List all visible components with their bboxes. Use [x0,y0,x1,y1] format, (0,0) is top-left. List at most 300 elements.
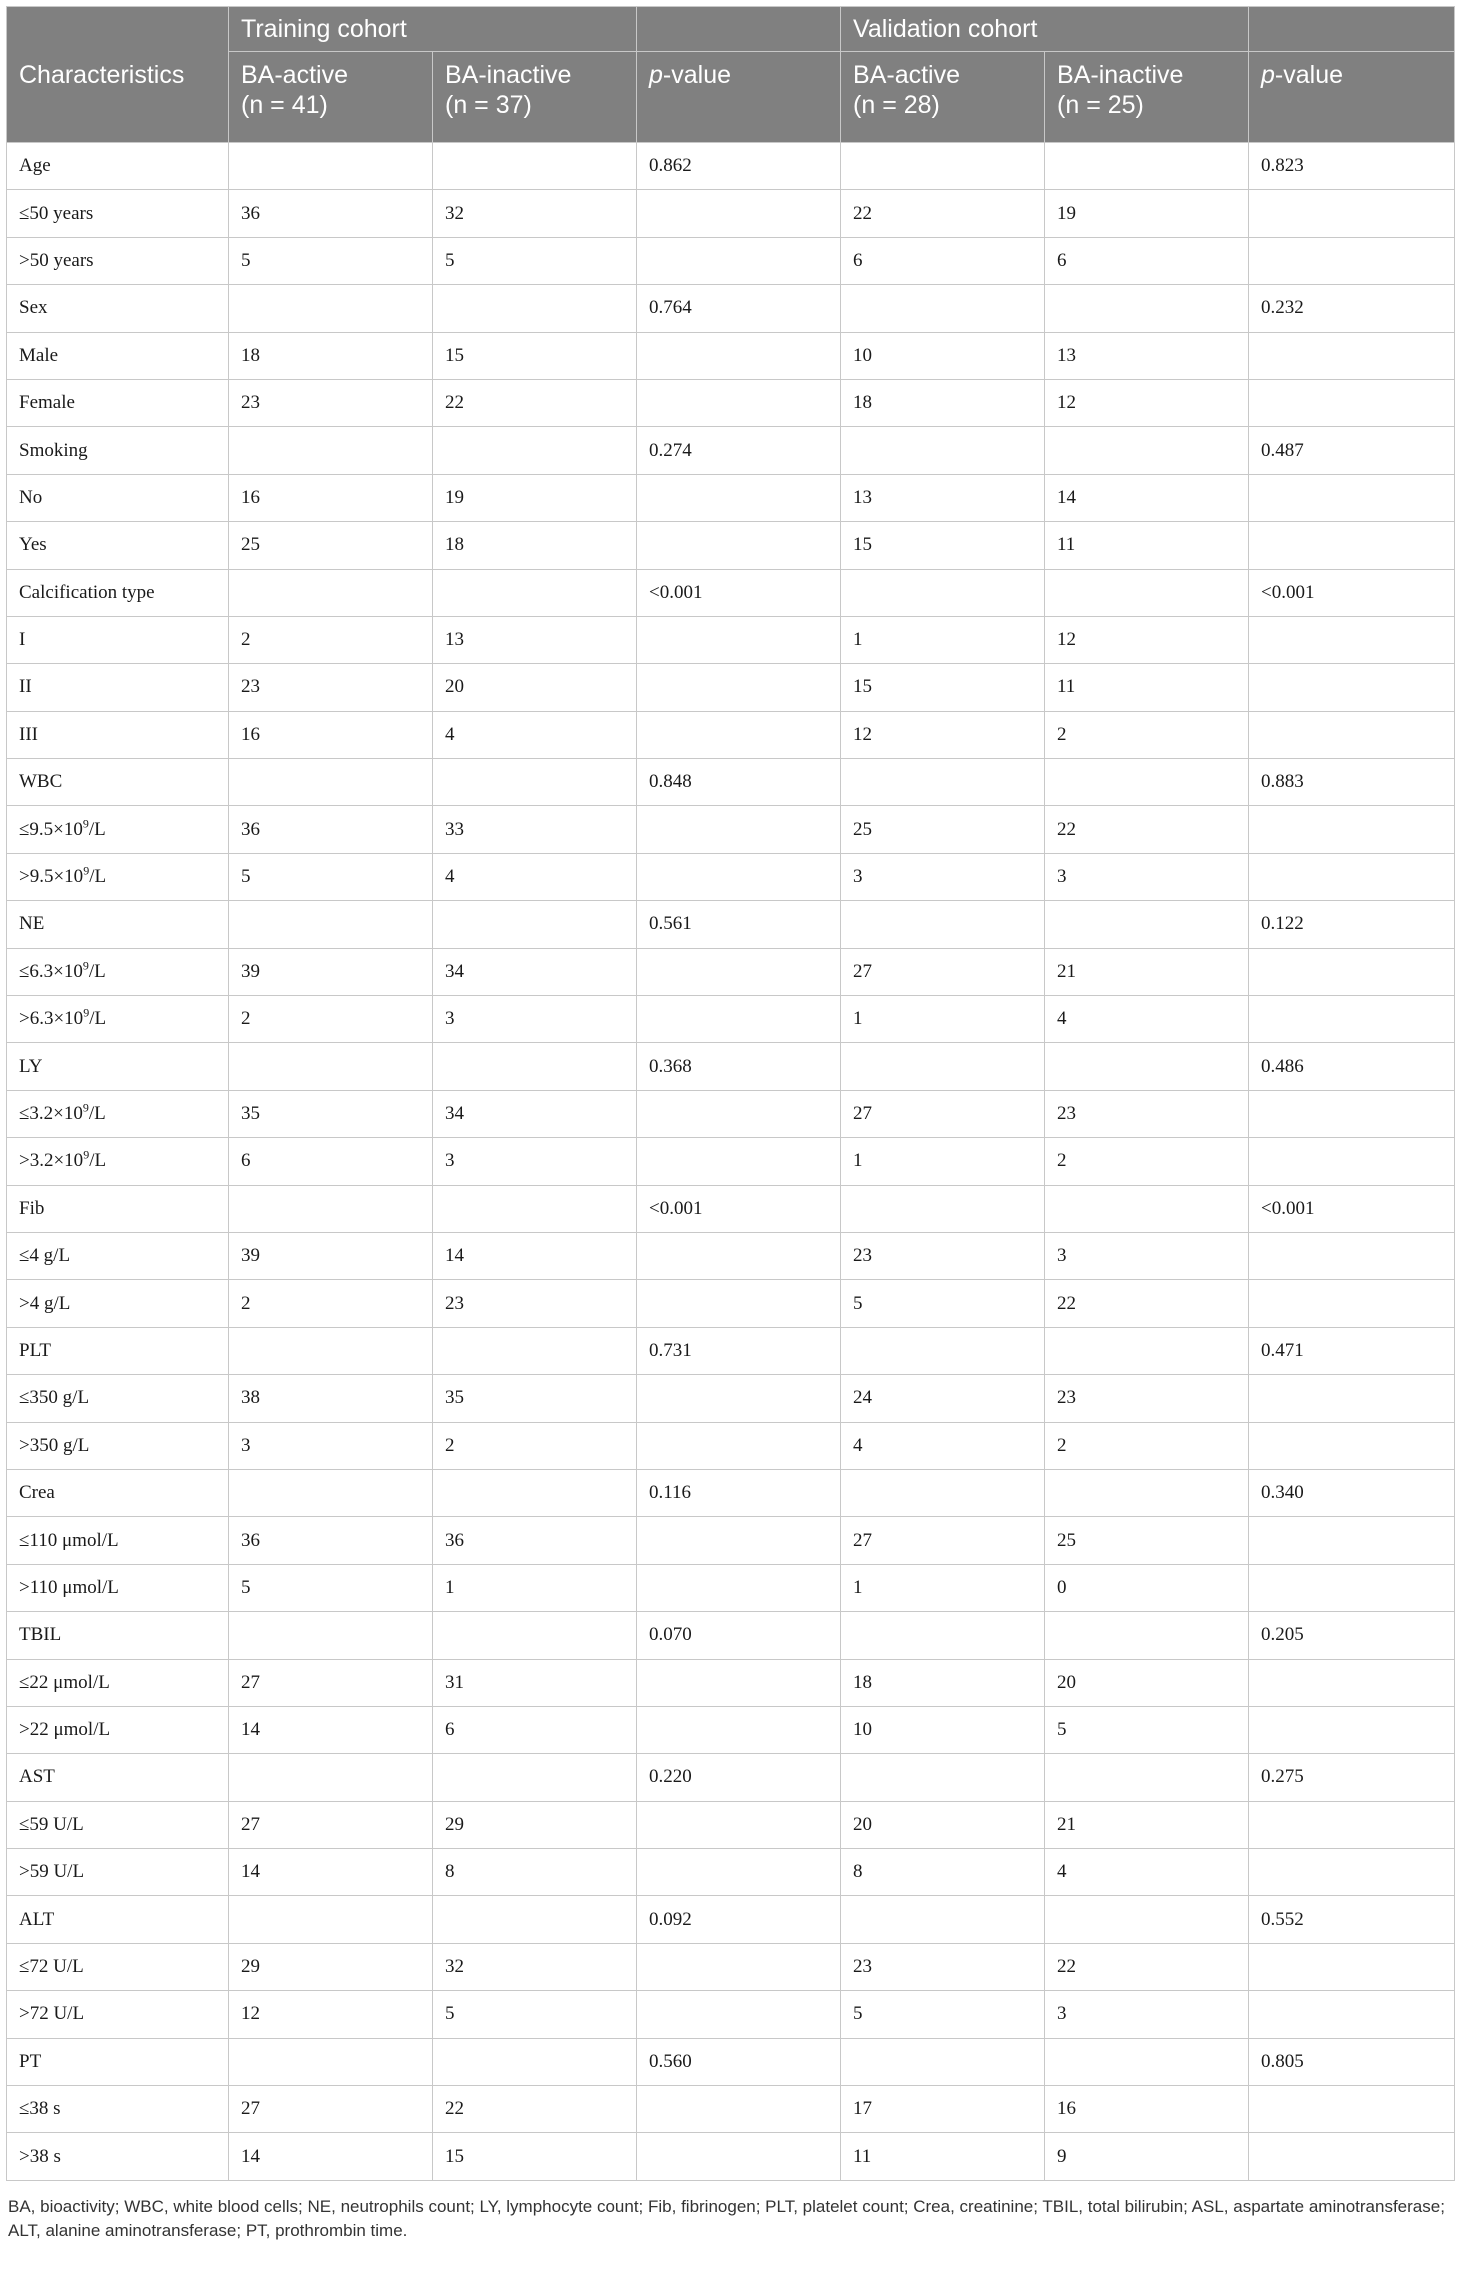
cell-t-active [229,1612,433,1659]
cell-t-inactive [433,427,637,474]
cell-v-p [1249,1801,1455,1848]
cell-t-p: 0.848 [637,759,841,806]
cell-t-active: 2 [229,1280,433,1327]
cell-t-p: 0.220 [637,1754,841,1801]
cell-t-active [229,2038,433,2085]
table-row [7,2086,1455,2133]
cell-t-inactive: 2 [433,1422,637,1469]
cell-t-active: 27 [229,2086,433,2133]
cell-t-p [637,853,841,900]
cell-t-inactive: 6 [433,1706,637,1753]
table-row [7,1754,1455,1801]
cell-t-inactive: 35 [433,1375,637,1422]
cell-v-active: 13 [841,474,1045,521]
row-label [7,1232,229,1279]
cell-v-active [841,1043,1045,1090]
cell-v-active [841,569,1045,616]
cell-v-p: 0.205 [1249,1612,1455,1659]
cell-t-p [637,1517,841,1564]
cell-t-p [637,1564,841,1611]
row-label-text: Female [19,392,75,414]
cell-t-inactive: 22 [433,379,637,426]
cell-v-active [841,285,1045,332]
row-label [7,2038,229,2085]
cell-v-inactive [1045,569,1249,616]
cell-v-p [1249,522,1455,569]
cell-t-inactive [433,1469,637,1516]
cell-v-inactive [1045,143,1249,190]
row-label-text: ≤110 μmol/L [19,1529,119,1551]
cell-v-p [1249,332,1455,379]
cell-v-active: 27 [841,948,1045,995]
header-validation-p-value [1249,52,1455,143]
row-label-unit: /L [89,1150,107,1172]
cell-v-inactive [1045,285,1249,332]
cell-t-inactive [433,1327,637,1374]
cell-v-p [1249,996,1455,1043]
row-label-text: >59 U/L [19,1861,85,1883]
row-label [7,948,229,995]
cell-v-active: 10 [841,332,1045,379]
p-suffix: -value [1274,61,1344,89]
cell-t-inactive: 34 [433,948,637,995]
p-italic: p [649,61,663,89]
row-label [7,474,229,521]
header-ba-inactive-label: BA-inactive [445,61,572,89]
cell-t-p [637,1090,841,1137]
row-label [7,664,229,711]
cell-v-active: 12 [841,711,1045,758]
cell-v-inactive [1045,1754,1249,1801]
cell-v-p: 0.805 [1249,2038,1455,2085]
cell-t-inactive [433,569,637,616]
cell-v-active: 20 [841,1801,1045,1848]
cell-t-p [637,1991,841,2038]
cell-t-inactive: 36 [433,1517,637,1564]
cell-t-inactive: 4 [433,853,637,900]
table-row [7,616,1455,663]
header-validation-inactive-n: (n = 25) [1057,91,1144,119]
header-training-cohort: Training cohort [229,7,637,52]
cell-t-active: 35 [229,1090,433,1137]
cell-t-p: 0.862 [637,143,841,190]
cell-t-inactive [433,1185,637,1232]
cell-t-p: 0.560 [637,2038,841,2085]
cell-t-p [637,1943,841,1990]
cell-v-p: 0.487 [1249,427,1455,474]
row-label-exponent: 9 [83,1005,90,1020]
cell-t-active [229,1469,433,1516]
table-container [6,6,1454,2243]
row-label-text: >50 years [19,249,94,271]
cell-t-active: 14 [229,1849,433,1896]
cell-t-active: 3 [229,1422,433,1469]
row-label-text: PLT [19,1339,52,1361]
cell-t-inactive: 31 [433,1659,637,1706]
cell-v-p [1249,1280,1455,1327]
row-label [7,711,229,758]
cell-t-active: 29 [229,1943,433,1990]
header-row-cohorts [7,7,1455,52]
cell-t-inactive: 33 [433,806,637,853]
table-row [7,1896,1455,1943]
cell-t-active: 2 [229,996,433,1043]
row-label-unit: /L [88,1103,106,1124]
cell-t-inactive: 22 [433,2086,637,2133]
cell-t-active: 27 [229,1801,433,1848]
cell-t-active: 27 [229,1659,433,1706]
cell-t-inactive [433,2038,637,2085]
cell-t-inactive: 15 [433,2133,637,2180]
cell-t-p: 0.731 [637,1327,841,1374]
cell-t-active: 5 [229,237,433,284]
cell-t-inactive: 5 [433,237,637,284]
cell-v-p [1249,1138,1455,1185]
row-label-text: Crea [19,1482,55,1504]
row-label-text: ≤350 g/L [19,1387,90,1409]
cell-t-p [637,1280,841,1327]
cell-t-p: 0.070 [637,1612,841,1659]
header-ba-active-label: BA-active [853,61,960,89]
cell-t-active [229,1185,433,1232]
cell-t-p: 0.092 [637,1896,841,1943]
row-label-text: Yes [19,534,47,556]
cell-t-active: 38 [229,1375,433,1422]
cell-v-inactive [1045,1327,1249,1374]
row-label-text: >9.5×10 [19,866,84,888]
cell-t-inactive [433,901,637,948]
cell-v-p [1249,2086,1455,2133]
table-row [7,996,1455,1043]
cell-v-active: 5 [841,1991,1045,2038]
row-label [7,1469,229,1516]
p-suffix: -value [662,61,732,89]
cell-t-p [637,1422,841,1469]
cell-v-p [1249,190,1455,237]
cell-v-p [1249,1422,1455,1469]
cell-t-p [637,190,841,237]
cell-t-active: 6 [229,1138,433,1185]
cell-t-active [229,1043,433,1090]
cell-t-inactive: 14 [433,1232,637,1279]
cell-v-p [1249,948,1455,995]
cell-v-p: <0.001 [1249,569,1455,616]
table-row [7,522,1455,569]
cell-v-inactive: 2 [1045,1422,1249,1469]
row-label-exponent: 9 [82,1100,89,1115]
cell-t-p [637,332,841,379]
cell-v-inactive [1045,1469,1249,1516]
row-label [7,2086,229,2133]
cell-t-inactive [433,1043,637,1090]
table-body [7,143,1455,2181]
header-validation-ba-inactive [1045,52,1249,143]
header-training-active-n: (n = 41) [241,91,328,119]
row-label [7,1517,229,1564]
cell-v-inactive [1045,427,1249,474]
cell-v-active: 27 [841,1090,1045,1137]
cell-t-inactive [433,1754,637,1801]
cell-v-p: 0.340 [1249,1469,1455,1516]
cell-t-active: 16 [229,474,433,521]
cell-t-active: 5 [229,853,433,900]
cell-t-active: 12 [229,1991,433,2038]
row-label-exponent: 9 [82,816,89,831]
cell-v-inactive [1045,1896,1249,1943]
row-label-text: >38 s [19,2145,61,2167]
cell-t-inactive: 29 [433,1801,637,1848]
row-label-text: >350 g/L [19,1434,90,1456]
cell-v-p: 0.471 [1249,1327,1455,1374]
row-label [7,143,229,190]
cell-v-inactive: 9 [1045,2133,1249,2180]
cell-t-p [637,1138,841,1185]
cell-v-active [841,143,1045,190]
row-label-exponent: 9 [82,958,89,973]
row-label-text: No [19,486,43,508]
table-row [7,2133,1455,2180]
table-row [7,1469,1455,1516]
cell-v-active [841,2038,1045,2085]
cell-t-p [637,1375,841,1422]
cell-t-p [637,948,841,995]
cell-t-p [637,2086,841,2133]
cell-t-p: 0.764 [637,285,841,332]
cell-v-inactive: 2 [1045,1138,1249,1185]
table-row [7,143,1455,190]
cell-v-inactive: 12 [1045,616,1249,663]
cell-v-active [841,1327,1045,1374]
cell-t-inactive [433,1612,637,1659]
cell-t-p [637,474,841,521]
cell-v-p [1249,1375,1455,1422]
cell-v-active: 1 [841,616,1045,663]
table-row [7,1280,1455,1327]
row-label [7,190,229,237]
row-label [7,427,229,474]
cell-v-p [1249,1706,1455,1753]
cell-t-inactive: 5 [433,1991,637,2038]
cell-t-active: 16 [229,711,433,758]
cell-v-inactive: 21 [1045,948,1249,995]
cell-t-p [637,2133,841,2180]
cell-v-p [1249,1991,1455,2038]
cell-v-inactive: 22 [1045,1280,1249,1327]
table-row [7,1706,1455,1753]
cell-t-active [229,285,433,332]
cell-v-inactive: 11 [1045,664,1249,711]
cell-t-p [637,1801,841,1848]
table-row [7,901,1455,948]
cell-t-inactive: 3 [433,1138,637,1185]
table-row [7,948,1455,995]
cell-t-p [637,1659,841,1706]
row-label-text: ≤59 U/L [19,1813,84,1835]
row-label [7,1612,229,1659]
header-validation-active-n: (n = 28) [853,91,940,119]
cell-v-p: 0.883 [1249,759,1455,806]
cell-v-p [1249,1517,1455,1564]
table-row [7,1801,1455,1848]
cell-t-active: 23 [229,379,433,426]
row-label-text: PT [19,2050,42,2072]
cell-t-p [637,616,841,663]
cell-t-active [229,569,433,616]
cell-v-active: 27 [841,1517,1045,1564]
header-training-inactive-n: (n = 37) [445,91,532,119]
cell-t-active: 14 [229,1706,433,1753]
row-label [7,759,229,806]
cell-t-active: 18 [229,332,433,379]
table-row [7,1517,1455,1564]
table-row [7,1185,1455,1232]
cell-t-active [229,1896,433,1943]
row-label [7,806,229,853]
row-label [7,1043,229,1090]
cell-t-inactive: 13 [433,616,637,663]
cell-v-inactive [1045,759,1249,806]
characteristics-table [6,6,1455,2181]
cell-t-p [637,237,841,284]
cell-t-p [637,379,841,426]
row-label-unit: /L [89,1008,107,1030]
row-label-text: Calcification type [19,581,155,603]
row-label [7,901,229,948]
cell-t-inactive [433,1896,637,1943]
row-label [7,1185,229,1232]
cell-v-inactive: 14 [1045,474,1249,521]
cell-t-active: 14 [229,2133,433,2180]
cell-t-p [637,1849,841,1896]
table-row [7,711,1455,758]
cell-t-inactive: 1 [433,1564,637,1611]
cell-v-inactive: 19 [1045,190,1249,237]
table-row [7,1232,1455,1279]
row-label-text: ≤9.5×10 [19,818,83,840]
cell-t-p: 0.274 [637,427,841,474]
cell-v-p: 0.122 [1249,901,1455,948]
row-label-text: ≤6.3×10 [19,960,83,982]
cell-v-p [1249,853,1455,900]
cell-v-inactive: 2 [1045,711,1249,758]
row-label-text: Male [19,344,59,366]
table-footnote: BA, bioactivity; WBC, white blood cells; NE, neutrophils count; LY, lymphocyte count; Fib, fibrinogen; PLT, platelet count; Crea, creatinine; TBIL, total bilirubin; ASL, aspartate aminotransferase; ALT, alanine aminotransferase; PT, prothrombin time. [8,2196,1445,2240]
row-label [7,1896,229,1943]
header-training-ba-active [229,52,433,143]
row-label [7,1138,229,1185]
row-label-text: ≤50 years [19,202,94,224]
cell-v-p [1249,616,1455,663]
cell-v-active: 10 [841,1706,1045,1753]
row-label [7,1564,229,1611]
header-ba-inactive-label: BA-inactive [1057,61,1184,89]
table-row [7,237,1455,284]
cell-v-active: 11 [841,2133,1045,2180]
cell-v-inactive: 4 [1045,996,1249,1043]
cell-v-active: 1 [841,1138,1045,1185]
cell-v-active: 5 [841,1280,1045,1327]
cell-v-active: 22 [841,190,1045,237]
row-label-text: AST [19,1766,55,1788]
row-label-text: TBIL [19,1624,62,1646]
row-label [7,1706,229,1753]
cell-v-p: 0.275 [1249,1754,1455,1801]
row-label [7,332,229,379]
cell-v-active: 1 [841,1564,1045,1611]
table-row [7,285,1455,332]
cell-v-inactive: 16 [1045,2086,1249,2133]
header-validation-cohort: Validation cohort [841,7,1249,52]
row-label [7,379,229,426]
cell-v-inactive: 4 [1045,1849,1249,1896]
cell-t-active: 36 [229,806,433,853]
cell-v-inactive: 23 [1045,1375,1249,1422]
cell-v-p [1249,1232,1455,1279]
header-characteristics: Characteristics [7,7,229,143]
cell-t-inactive: 15 [433,332,637,379]
cell-t-p [637,522,841,569]
row-label-text: WBC [19,771,63,793]
row-label-text: >6.3×10 [19,1008,84,1030]
cell-v-inactive: 25 [1045,1517,1249,1564]
cell-v-active [841,759,1045,806]
cell-v-p [1249,806,1455,853]
cell-t-active [229,143,433,190]
cell-v-p [1249,1943,1455,1990]
cell-v-active: 18 [841,1659,1045,1706]
cell-v-active: 1 [841,996,1045,1043]
cell-v-p [1249,1090,1455,1137]
cell-v-active [841,1185,1045,1232]
table-row [7,759,1455,806]
row-label [7,285,229,332]
cell-v-active: 18 [841,379,1045,426]
row-label-text: >110 μmol/L [19,1576,119,1598]
cell-t-inactive: 8 [433,1849,637,1896]
cell-v-active: 4 [841,1422,1045,1469]
cell-v-active [841,1469,1045,1516]
cell-v-p: 0.486 [1249,1043,1455,1090]
row-label [7,853,229,900]
row-label [7,1280,229,1327]
row-label-text: Fib [19,1197,45,1219]
cell-t-p [637,1706,841,1753]
row-label-unit: /L [89,866,107,888]
cell-t-inactive [433,285,637,332]
row-label-text: >22 μmol/L [19,1719,111,1741]
cell-v-active [841,427,1045,474]
row-label-exponent: 9 [83,1148,90,1163]
cell-v-inactive [1045,2038,1249,2085]
cell-v-p: 0.232 [1249,285,1455,332]
cell-v-active: 24 [841,1375,1045,1422]
cell-v-inactive: 3 [1045,1232,1249,1279]
row-label [7,1991,229,2038]
cell-v-active: 23 [841,1943,1045,1990]
cell-v-p [1249,1849,1455,1896]
cell-t-inactive: 19 [433,474,637,521]
cell-t-inactive: 18 [433,522,637,569]
table-row [7,1849,1455,1896]
table-row [7,806,1455,853]
header-validation-ba-active [841,52,1045,143]
row-label-text: Sex [19,297,48,319]
row-label-exponent: 9 [83,863,90,878]
table-row [7,853,1455,900]
table-row [7,1422,1455,1469]
table-row [7,332,1455,379]
cell-t-active: 39 [229,948,433,995]
